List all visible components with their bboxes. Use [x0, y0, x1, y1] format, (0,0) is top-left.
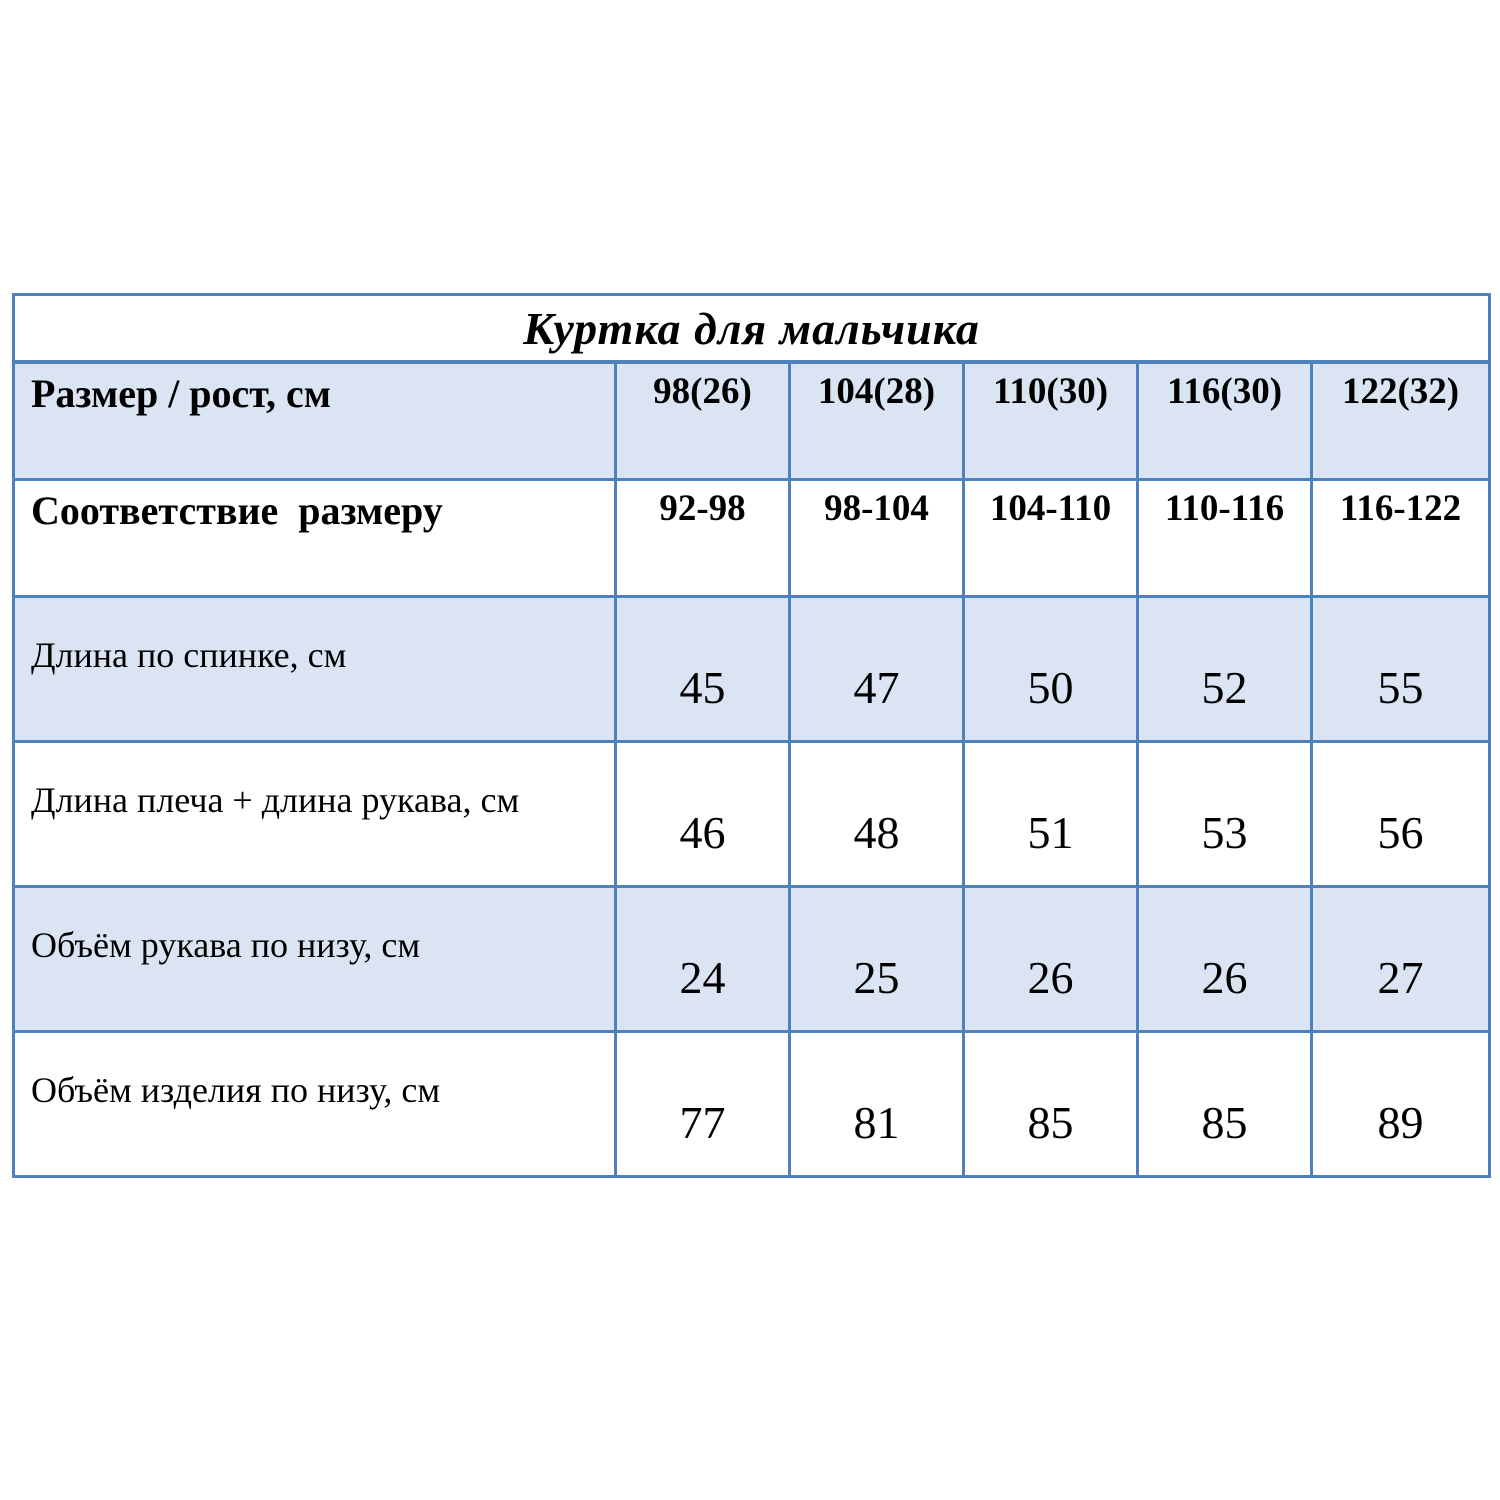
value-cell	[964, 887, 1138, 1032]
row-label	[14, 597, 616, 742]
size-height-row	[14, 362, 1490, 480]
size-range-cell: 98-104	[790, 480, 964, 597]
value-text: 50	[1027, 661, 1074, 713]
value-text: 45	[679, 661, 726, 713]
value-cell	[1138, 887, 1312, 1032]
value-cell	[616, 887, 790, 1032]
value-cell	[790, 597, 964, 742]
size-cell: 98(26)	[616, 362, 790, 480]
row-label-text: Длина плеча + длина рукава, см	[31, 780, 520, 820]
row-label: Размер / рост, см	[14, 362, 616, 480]
value-text: 77	[679, 1096, 726, 1148]
size-cell: 122(32)	[1312, 362, 1490, 480]
size-cell: 104(28)	[790, 362, 964, 480]
value-text: 85	[1027, 1096, 1074, 1148]
row-label-text: Длина по спинке, см	[31, 635, 347, 675]
row-label: Соответствие размеру	[14, 480, 616, 597]
value-text: 27	[1377, 951, 1424, 1003]
row-label	[14, 887, 616, 1032]
value-text: 89	[1377, 1096, 1424, 1148]
size-range-cell: 110-116	[1138, 480, 1312, 597]
value-cell	[1312, 1032, 1490, 1177]
size-cell: 116(30)	[1138, 362, 1312, 480]
title-row	[14, 295, 1490, 363]
garment-bottom-volume-row	[14, 1032, 1490, 1177]
value-text: 25	[853, 951, 900, 1003]
value-cell	[964, 742, 1138, 887]
value-cell	[616, 1032, 790, 1177]
size-range-cell: 116-122	[1312, 480, 1490, 597]
size-correspondence-row	[14, 480, 1490, 597]
value-text: 52	[1201, 661, 1248, 713]
value-text: 46	[679, 806, 726, 858]
value-text: 53	[1201, 806, 1248, 858]
value-cell	[964, 1032, 1138, 1177]
value-text: 24	[679, 951, 726, 1003]
value-cell	[790, 887, 964, 1032]
table-title: Куртка для мальчика	[14, 295, 1490, 363]
row-label	[14, 1032, 616, 1177]
value-text: 26	[1201, 951, 1248, 1003]
row-label-text: Объём рукава по низу, см	[31, 925, 421, 965]
value-cell	[1312, 597, 1490, 742]
value-text: 81	[853, 1096, 900, 1148]
value-text: 55	[1377, 661, 1424, 713]
size-cell: 110(30)	[964, 362, 1138, 480]
value-cell	[616, 597, 790, 742]
value-cell	[1312, 887, 1490, 1032]
value-cell	[1138, 742, 1312, 887]
value-text: 85	[1201, 1096, 1248, 1148]
size-range-cell: 104-110	[964, 480, 1138, 597]
sleeve-bottom-volume-row	[14, 887, 1490, 1032]
size-chart-table	[12, 293, 1491, 1178]
value-text: 51	[1027, 806, 1074, 858]
value-text: 56	[1377, 806, 1424, 858]
value-cell	[1138, 1032, 1312, 1177]
value-cell	[790, 742, 964, 887]
value-cell	[1312, 742, 1490, 887]
value-text: 48	[853, 806, 900, 858]
row-label-text: Объём изделия по низу, см	[31, 1070, 441, 1110]
back-length-row	[14, 597, 1490, 742]
value-text: 47	[853, 661, 900, 713]
row-label	[14, 742, 616, 887]
value-cell	[1138, 597, 1312, 742]
value-cell	[964, 597, 1138, 742]
value-text: 26	[1027, 951, 1074, 1003]
value-cell	[790, 1032, 964, 1177]
shoulder-sleeve-length-row	[14, 742, 1490, 887]
size-range-cell: 92-98	[616, 480, 790, 597]
value-cell	[616, 742, 790, 887]
